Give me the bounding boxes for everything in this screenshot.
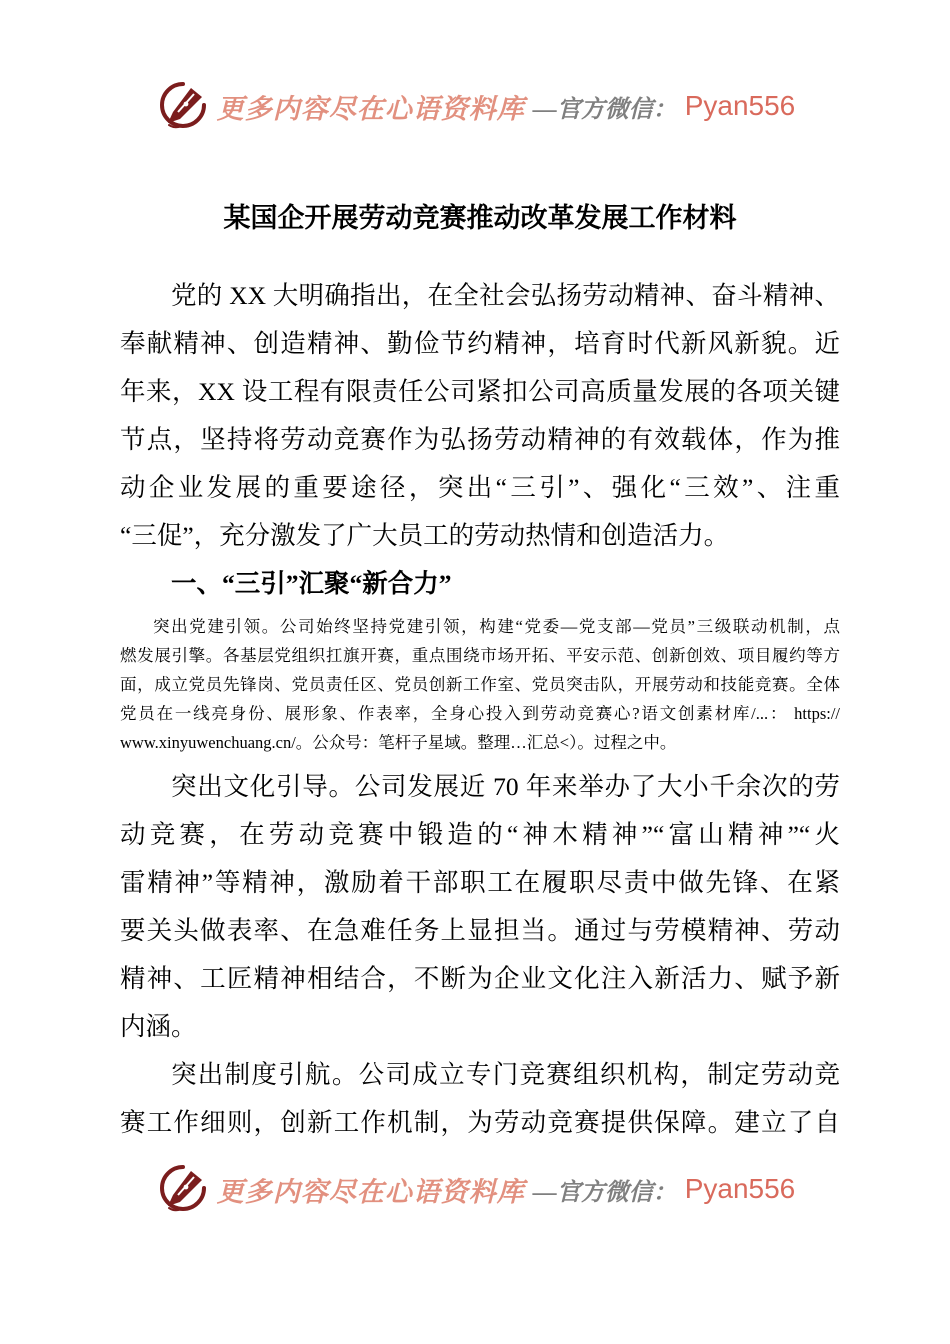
header-watermark <box>0 80 950 132</box>
paragraph-small <box>120 612 840 757</box>
document-title: 某国企开展劳动竞赛推动改革发展工作材料 <box>223 203 737 233</box>
text-line: 燃发展引擎。各基层党组织扛旗开赛，重点围绕市场开拓、平安示范、创新创效、项目履约等方 <box>120 646 840 665</box>
text-line: 动竞赛，在劳动竞赛中锻造的“神木精神”“富山精神”“火 <box>120 820 840 849</box>
text-line: 党员在一线亮身份、展形象、作表率，全身心投入到劳动竞赛心?语文创素材库/...： https:// <box>120 704 840 723</box>
watermark-wechat-id: Pyan556 <box>684 1173 796 1204</box>
document-body <box>120 196 840 1147</box>
text-line: 奉献精神、创造精神、勤俭节约精神，培育时代新风新貌。近 <box>120 329 840 358</box>
watermark-label: —官方微信： <box>532 96 677 123</box>
text-line: 突出文化引导。公司发展近 70 年来举办了大小千余次的劳 <box>171 772 840 801</box>
text-line: 雷精神”等精神，激励着干部职工在履职尽责中做先锋、在紧 <box>120 868 840 897</box>
text-line: www.xinyuwenchuang.cn/。公众号：笔杆子星域。整理…汇总<）。过程之中。 <box>120 733 677 752</box>
text-line: 面，成立党员先锋岗、党员责任区、党员创新工作室、党员突击队，开展劳动和技能竞赛。全体 <box>120 675 840 694</box>
text-line: “三促”，充分激发了广大员工的劳动热情和创造活力。 <box>120 521 730 550</box>
section-heading-1: 一、“三引”汇聚“新合力” <box>171 569 452 598</box>
watermark-brand-text: 更多内容尽在心语资料库 <box>216 1176 525 1207</box>
footer-watermark <box>0 1163 950 1215</box>
paragraph-2 <box>120 763 840 1051</box>
paragraph-1 <box>120 272 840 560</box>
text-line: 赛工作细则，创新工作机制，为劳动竞赛提供保障。建立了自 <box>120 1108 840 1137</box>
text-line: 要关头做表率、在急难任务上显担当。通过与劳模精神、劳动 <box>120 916 840 945</box>
text-line: 党的 XX 大明确指出，在全社会弘扬劳动精神、奋斗精神、 <box>171 281 840 310</box>
text-line: 节点，坚持将劳动竞赛作为弘扬劳动精神的有效载体，作为推 <box>120 425 840 454</box>
text-line: 年来，XX 设工程有限责任公司紧扣公司高质量发展的各项关键 <box>120 377 840 406</box>
text-line: 精神、工匠精神相结合，不断为企业文化注入新活力、赋予新 <box>120 964 840 993</box>
paragraph-3 <box>120 1051 840 1147</box>
pen-logo-icon <box>155 81 209 131</box>
watermark-wechat-id: Pyan556 <box>684 90 796 121</box>
text-line: 动企业发展的重要途径，突出“三引”、强化“三效”、注重 <box>120 473 840 502</box>
watermark-brand-text: 更多内容尽在心语资料库 <box>216 93 525 124</box>
text-line: 突出党建引领。公司始终坚持党建引领，构建“党委—党支部—党员”三级联动机制，点 <box>153 617 840 636</box>
text-line: 内涵。 <box>120 1012 197 1041</box>
watermark-label: —官方微信： <box>532 1179 677 1206</box>
text-line: 突出制度引航。公司成立专门竞赛组织机构，制定劳动竞 <box>171 1060 840 1089</box>
pen-logo-icon <box>155 1164 209 1214</box>
